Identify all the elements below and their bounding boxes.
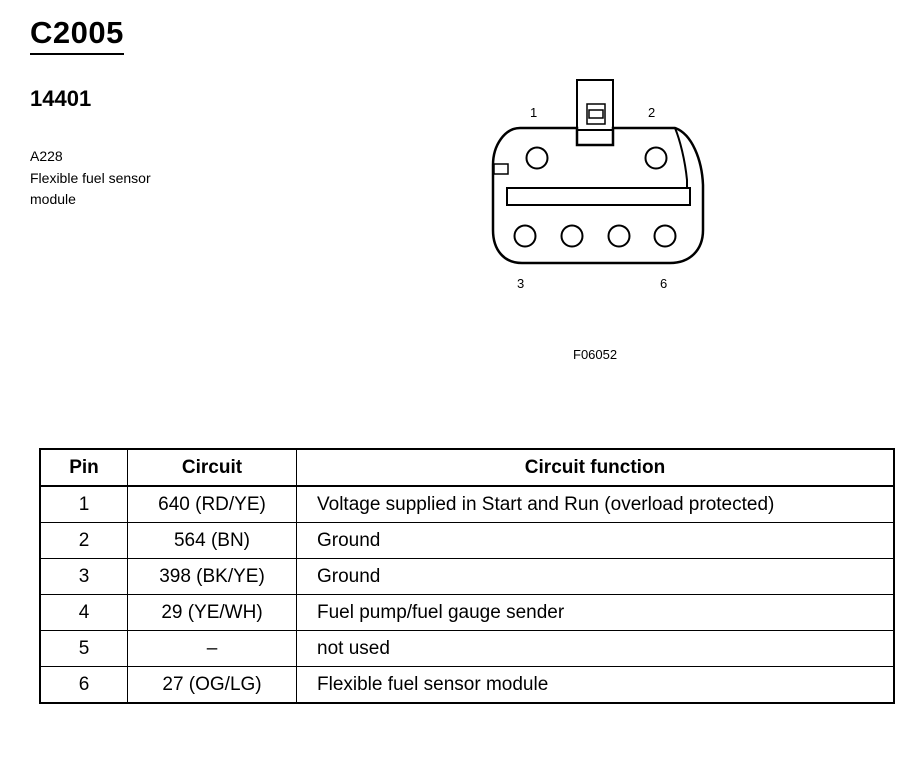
pin-label-6: 6 — [660, 276, 668, 291]
cavity-pin-1 — [527, 148, 548, 169]
cavity-pin-2 — [646, 148, 667, 169]
table-header-row — [40, 449, 894, 486]
connector-face-diagram — [480, 70, 720, 300]
header-circuit-function: Circuit function — [297, 449, 895, 486]
table-row — [40, 595, 894, 631]
cell-function: Flexible fuel sensor module — [297, 667, 895, 704]
table-row — [40, 486, 894, 523]
cell-circuit: 27 (OG/LG) — [128, 667, 297, 704]
figure-id: F06052 — [573, 347, 618, 362]
cell-function: Ground — [297, 559, 895, 595]
cell-circuit: 29 (YE/WH) — [128, 595, 297, 631]
connector-id: C2005 — [30, 14, 124, 55]
cavity-pin-4 — [562, 226, 583, 247]
cell-pin: 3 — [40, 559, 128, 595]
component-name: Flexible fuel sensor module — [30, 170, 151, 207]
cell-circuit: – — [128, 631, 297, 667]
table-row — [40, 667, 894, 704]
cavity-pin-3 — [515, 226, 536, 247]
pin-label-2: 2 — [648, 105, 656, 120]
header-pin: Pin — [40, 449, 128, 486]
cell-pin: 5 — [40, 631, 128, 667]
cell-circuit: 564 (BN) — [128, 523, 297, 559]
cell-function: not used — [297, 631, 895, 667]
part-number: 14401 — [30, 86, 92, 111]
cell-circuit: 398 (BK/YE) — [128, 559, 297, 595]
key-notch — [494, 164, 508, 174]
pin-label-3: 3 — [517, 276, 525, 291]
table-row — [40, 559, 894, 595]
center-slot — [507, 188, 690, 205]
pin-label-1: 1 — [530, 105, 538, 120]
cell-function: Ground — [297, 523, 895, 559]
cell-function: Fuel pump/fuel gauge sender — [297, 595, 895, 631]
cell-pin: 2 — [40, 523, 128, 559]
cell-pin: 4 — [40, 595, 128, 631]
cavity-pin-5 — [609, 226, 630, 247]
table-row — [40, 523, 894, 559]
cavity-pin-6 — [655, 226, 676, 247]
cell-function: Voltage supplied in Start and Run (overload protected) — [297, 486, 895, 523]
cell-pin: 6 — [40, 667, 128, 704]
header-circuit: Circuit — [128, 449, 297, 486]
component-ref: A228 — [30, 148, 63, 164]
pinout-table — [39, 448, 895, 704]
cell-circuit: 640 (RD/YE) — [128, 486, 297, 523]
table-row — [40, 631, 894, 667]
locking-tab-detent — [589, 110, 603, 118]
cell-pin: 1 — [40, 486, 128, 523]
